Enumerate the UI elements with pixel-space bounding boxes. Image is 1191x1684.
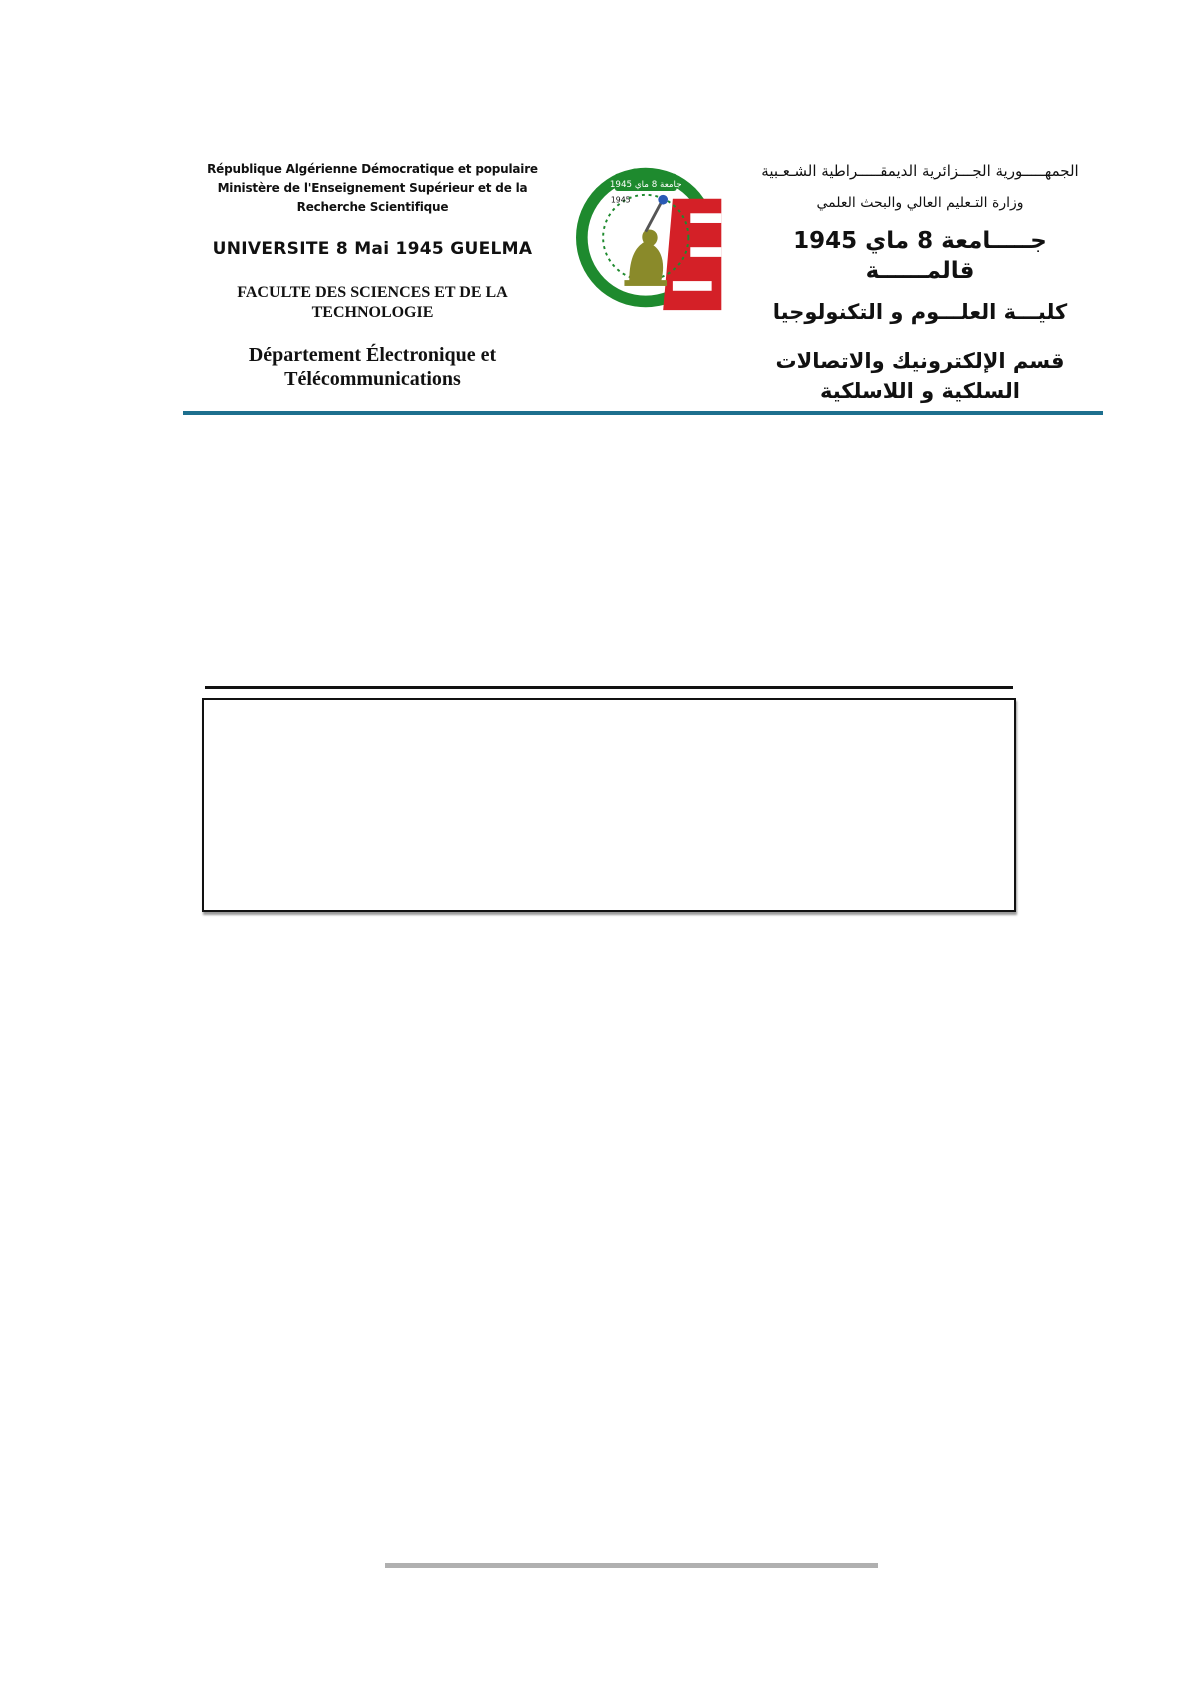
department-name-fr-line2: Télécommunications <box>284 368 461 390</box>
ministry-name-fr-line1: Ministère de l'Enseignement Supérieur et de la <box>217 181 528 195</box>
logo-torch <box>658 195 668 205</box>
header-left-french <box>205 160 540 391</box>
faculty-name-ar: كليـــة العلـــوم و التكنولوجيا <box>772 300 1068 324</box>
faculty-name-fr <box>205 283 540 323</box>
university-name-fr: UNIVERSITE 8 Mai 1945 GUELMA <box>212 239 533 259</box>
department-name-fr-line1: Département Électronique et <box>248 344 497 366</box>
university-logo <box>576 160 731 315</box>
faculty-name-fr-line1: FACULTE DES SCIENCES ET DE LA <box>237 284 508 301</box>
department-name-fr <box>205 343 540 391</box>
header-right-arabic <box>755 160 1085 406</box>
header-divider <box>183 411 1103 415</box>
republic-name-fr: République Algérienne Démocratique et populaire <box>207 162 538 176</box>
logo-top-text: جامعة 8 ماي 1945 <box>609 180 682 191</box>
department-name-ar <box>755 346 1085 406</box>
faculty-name-fr-line2: TECHNOLOGIE <box>311 304 434 321</box>
university-name-ar: جـــــامعة 8 ماي 1945 قالمــــــة <box>793 228 1047 284</box>
department-name-ar-line1: قسم الإلكترونيك والاتصالات <box>775 349 1065 373</box>
title-top-rule <box>205 686 1013 689</box>
footer-divider <box>385 1563 878 1568</box>
republic-name-ar: الجمهـــــورية الجـــزائرية الديمقـــــراطية الشـعـبية <box>761 162 1079 180</box>
logo-year: 1945 <box>610 195 631 205</box>
ministry-name-ar: وزارة التـعليم العالي والبحث العلمي <box>816 195 1024 211</box>
ministry-name-fr-line2: Recherche Scientifique <box>296 200 449 214</box>
department-name-ar-line2: السلكية و اللاسلكية <box>820 379 1020 403</box>
title-box <box>202 698 1016 912</box>
